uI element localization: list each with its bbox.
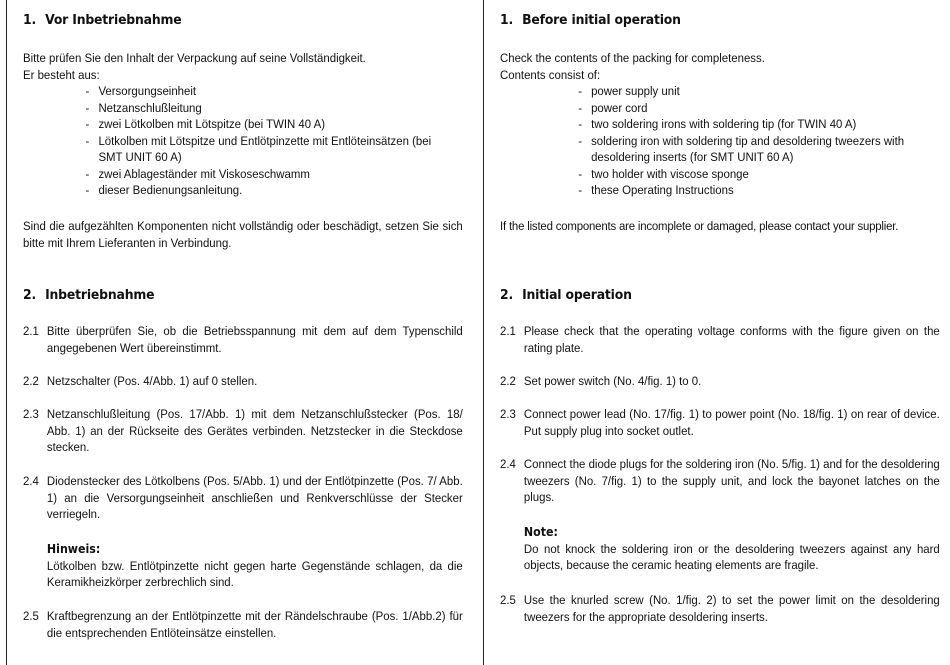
step-2-3: 2.3 Netzanschlußleitung (Pos. 17/Abb. 1) mit dem Netzanschlußstecker (Pos. 18/ Abb. 1) an der Rückseite des Gerätes verbinden. Netzstecker in die Steckdose stecken. [23, 407, 463, 454]
step-2-2: 2.2 Set power switch (No. 4/fig. 1) to 0. [500, 374, 702, 388]
list-item: - zwei Ablageständer mit Viskoseschwamm [85, 166, 310, 181]
section-1-intro: Check the contents of the packing for completeness. Contents consist of: [500, 51, 765, 82]
section-1-outro: Sind die aufgezählten Komponenten nicht vollständig oder beschädigt, setzen Sie sich bitte mit Ihrem Lieferanten in Verbindung. [23, 219, 463, 250]
list-item: - Netzanschlußleitung [85, 100, 202, 115]
list-item: - power supply unit [578, 84, 680, 98]
german-column [23, 0, 463, 665]
list-item: - Lötkolben mit Lötspitze und Entlötpinzette mit Entlöteinsätzen (bei SMT UNIT 60 A) [85, 133, 432, 164]
section-1-heading: 1. Vor Inbetriebnahme [23, 12, 182, 28]
step-2-3: 2.3 Connect power lead (No. 17/fig. 1) to power point (No. 18/fig. 1) on rear of device. Put supply plug into socket outlet. [500, 407, 940, 438]
list-item: - dieser Bedienungsanleitung. [85, 183, 243, 197]
list-item: - power cord [578, 100, 648, 115]
list-item: - these Operating Instructions [578, 183, 734, 197]
note-block: Note: Do not knock the soldering iron or the desoldering tweezers against any hard objects, because the ceramic heating elements are fragile. [523, 525, 940, 572]
step-2-5: 2.5 Kraftbegrenzung an der Entlötpinzette mit der Rändelschraube (Pos. 1/Abb.2) für die entsprechenden Entlöteinsätze einstellen. [23, 609, 463, 640]
contents-list [578, 83, 912, 199]
section-1-intro: Bitte prüfen Sie den Inhalt der Verpackung auf seine Vollständigkeit. Er besteht aus: [23, 51, 366, 82]
section-2-heading: 2. Inbetriebnahme [23, 287, 155, 303]
english-column [500, 0, 940, 665]
list-item: - two holder with viscose sponge [578, 166, 749, 181]
step-2-2: 2.2 Netzschalter (Pos. 4/Abb. 1) auf 0 stellen. [23, 374, 258, 388]
contents-list [85, 83, 444, 199]
list-item: - zwei Lötkolben mit Lötspitze (bei TWIN 40 A) [85, 117, 326, 131]
note-block: Hinweis: Lötkolben bzw. Entlötpinzette nicht gegen harte Gegenstände schlagen, da die Keramikheizkörper zerbrechlich sind. [46, 542, 463, 589]
list-item: - two soldering irons with soldering tip (for TWIN 40 A) [578, 117, 857, 131]
left-margin-rule [6, 0, 7, 665]
step-2-4: 2.4 Diodenstecker des Lötkolbens (Pos. 5/Abb. 1) und der Entlötpinzette (Pos. 7/ Abb. 1) an die Versorgungseinheit anschließen und Renkverschlüsse der Stecker verriegeln. [23, 474, 463, 521]
step-2-5: 2.5 Use the knurled screw (No. 1/fig. 2) to set the power limit on the desoldering tweezers for the appropriate desoldering inserts. [500, 593, 940, 624]
list-item: - Versorgungseinheit [85, 84, 197, 98]
section-1-heading: 1. Before initial operation [500, 12, 681, 28]
step-2-1: 2.1 Bitte überprüfen Sie, ob die Betriebsspannung mit dem auf dem Typenschild angegebenen Wert übereinstimmt. [23, 324, 463, 355]
step-2-4: 2.4 Connect the diode plugs for the soldering iron (No. 5/fig. 1) and for the desoldering tweezers (No. 7/fig. 1) to the supply unit, and lock the bayonet latches on the plugs. [500, 457, 940, 504]
list-item: - soldering iron with soldering tip and desoldering tweezers with desoldering inserts (for SMT UNIT 60 A) [578, 133, 905, 164]
column-divider [483, 0, 484, 665]
section-1-outro: If the listed components are incomplete or damaged, please contact your supplier. [500, 219, 899, 233]
step-2-1: 2.1 Please check that the operating voltage conforms with the figure given on the rating plate. [500, 324, 940, 355]
section-2-heading: 2. Initial operation [500, 287, 632, 303]
